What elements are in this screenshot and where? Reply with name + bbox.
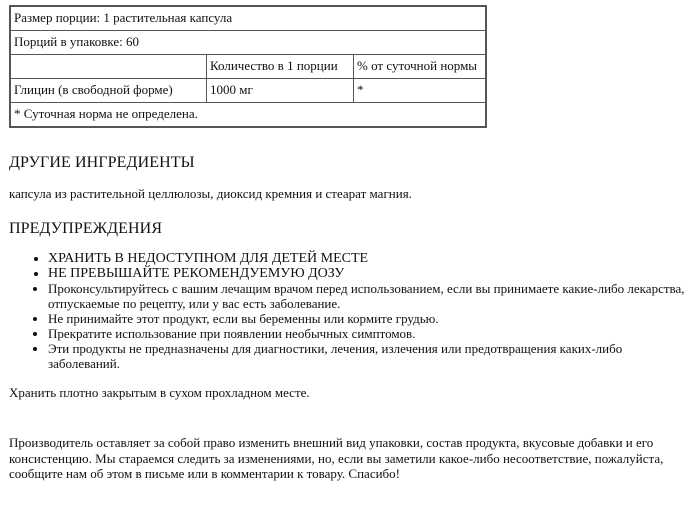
header-empty-cell xyxy=(10,55,207,79)
list-item: • НЕ ПРЕВЫШАЙТЕ РЕКОМЕНДУЕМУЮ ДОЗУ xyxy=(48,266,688,281)
serving-size-row xyxy=(10,6,486,31)
list-item: • Прекратите использование при появлении необычных симптомов. xyxy=(48,326,688,341)
list-item: • ХРАНИТЬ В НЕДОСТУПНОМ ДЛЯ ДЕТЕЙ МЕСТЕ xyxy=(48,251,688,266)
header-daily-value: % от суточной нормы xyxy=(354,55,487,79)
warnings-list xyxy=(9,251,688,371)
list-item: • Эти продукты не предназначены для диагностики, лечения, излечения или предотвращения каких-либо заболеваний. xyxy=(48,341,688,371)
footnote-row xyxy=(10,103,486,128)
servings-per-container-row xyxy=(10,31,486,55)
ingredient-daily-value: * xyxy=(354,79,487,103)
ingredient-name: Глицин (в свободной форме) xyxy=(10,79,207,103)
servings-per-container: Порций в упаковке: 60 xyxy=(10,31,486,55)
storage-instructions: Хранить плотно закрытым в сухом прохладном месте. xyxy=(9,385,310,400)
list-item: • Не принимайте этот продукт, если вы беременны или кормите грудью. xyxy=(48,311,688,326)
table-header-row xyxy=(10,55,486,79)
warnings-heading: ПРЕДУПРЕЖДЕНИЯ xyxy=(9,220,163,237)
manufacturer-disclaimer: Производитель оставляет за собой право изменить внешний вид упаковки, состав продукта, вкусовые добавки и его консистенцию. Мы стараемся следить за изменениями, но, если вы заметили какое-либо несоответствие, пожалуйста, сообщите нам об этом в письме или в комментарии к товару. Спасибо! xyxy=(9,435,664,481)
header-amount: Количество в 1 порции xyxy=(207,55,354,79)
ingredient-amount: 1000 мг xyxy=(207,79,354,103)
other-ingredients-heading: ДРУГИЕ ИНГРЕДИЕНТЫ xyxy=(9,154,195,171)
other-ingredients-text: капсула из растительной целлюлозы, диоксид кремния и стеарат магния. xyxy=(9,186,412,201)
list-item: • Проконсультируйтесь с вашим лечащим врачом перед использованием, если вы принимаете какие-либо лекарства, отпускаемые по рецепту, или у вас есть заболевание. xyxy=(48,281,688,311)
serving-size: Размер порции: 1 растительная капсула xyxy=(10,6,486,31)
daily-value-footnote: * Суточная норма не определена. xyxy=(10,103,486,128)
table-row xyxy=(10,79,486,103)
supplement-facts-table xyxy=(9,5,487,128)
